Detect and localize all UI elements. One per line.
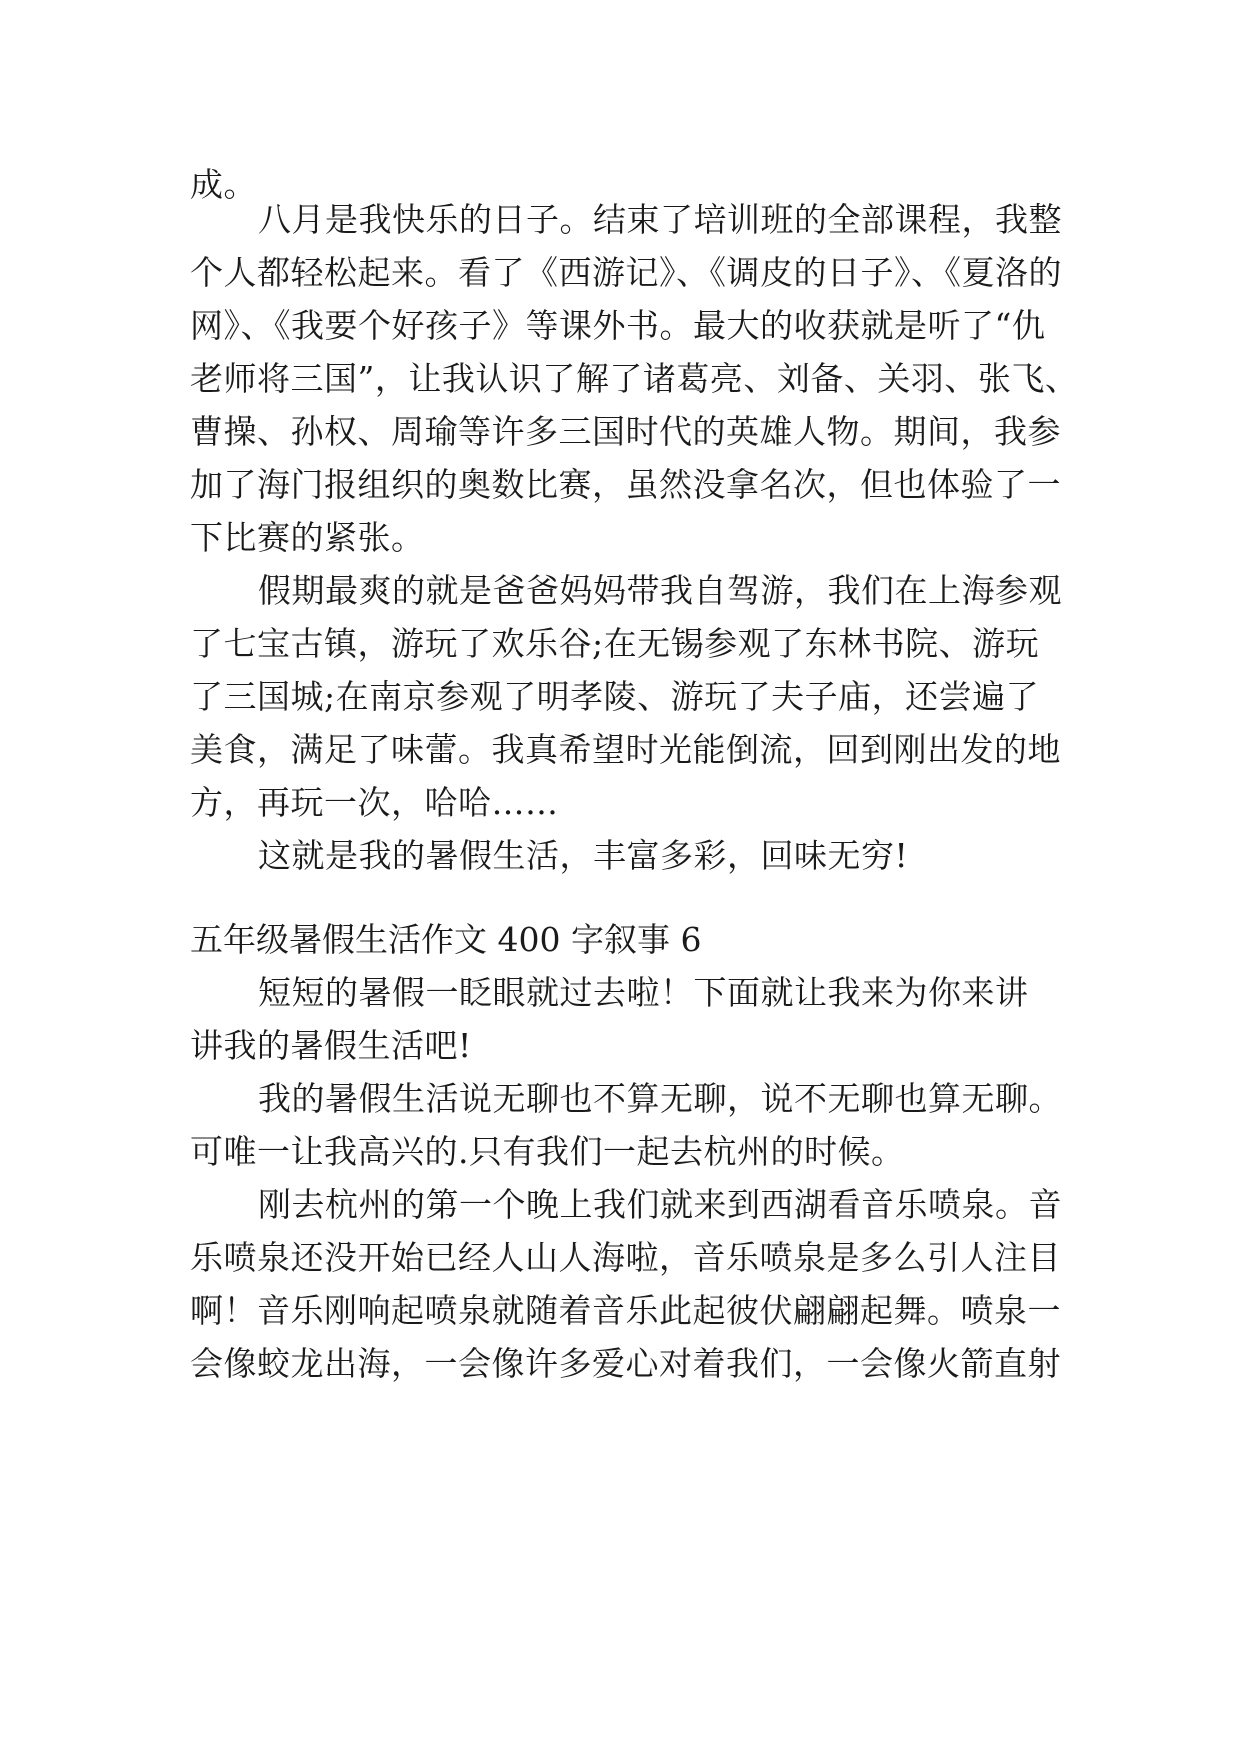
text-line: 方，再玩一次，哈哈…… [190,783,559,822]
text-line: 美食，满足了味蕾。我真希望时光能倒流，回到刚出发的地 [190,730,1061,769]
text-line: 曹操、孙权、周瑜等许多三国时代的英雄人物。期间，我参 [190,412,1061,451]
text-line: 讲我的暑假生活吧! [190,1026,472,1065]
text-line: 啊！音乐刚响起喷泉就随着音乐此起彼伏翩翩起舞。喷泉一 [190,1291,1061,1330]
text-line: 成。 [190,165,257,204]
text-line: 了三国城;在南京参观了明孝陵、游玩了夫子庙，还尝遍了 [190,677,1040,716]
paragraph-first-line: 八月是我快乐的日子。结束了培训班的全部课程，我整 [258,200,1062,239]
text-line: 会像蛟龙出海，一会像许多爱心对着我们，一会像火箭直射 [190,1344,1061,1383]
text-line: 网》、《我要个好孩子》等课外书。最大的收获就是听了“仇 [190,306,1046,345]
paragraph-first-line: 这就是我的暑假生活，丰富多彩，回味无穷! [258,836,909,875]
section-heading: 五年级暑假生活作文 400 字叙事 6 [190,920,702,959]
text-line: 老师将三国”，让我认识了解了诸葛亮、刘备、关羽、张飞、 [190,359,1079,398]
paragraph-first-line: 我的暑假生活说无聊也不算无聊，说不无聊也算无聊。 [258,1079,1062,1118]
text-line: 乐喷泉还没开始已经人山人海啦，音乐喷泉是多么引人注目 [190,1238,1061,1277]
paragraph-first-line: 假期最爽的就是爸爸妈妈带我自驾游，我们在上海参观 [258,571,1062,610]
text-line: 可唯一让我高兴的.只有我们一起去杭州的时候。 [190,1132,905,1171]
paragraph-first-line: 短短的暑假一眨眼就过去啦！下面就让我来为你来讲 [258,973,1029,1012]
text-line: 个人都轻松起来。看了《西游记》、《调皮的日子》、《夏洛的 [190,253,1062,292]
text-line: 下比赛的紧张。 [190,518,425,557]
text-line: 加了海门报组织的奥数比赛，虽然没拿名次，但也体验了一 [190,465,1061,504]
text-line: 了七宝古镇，游玩了欢乐谷;在无锡参观了东林书院、游玩 [190,624,1040,663]
paragraph-first-line: 刚去杭州的第一个晚上我们就来到西湖看音乐喷泉。音 [258,1185,1062,1224]
